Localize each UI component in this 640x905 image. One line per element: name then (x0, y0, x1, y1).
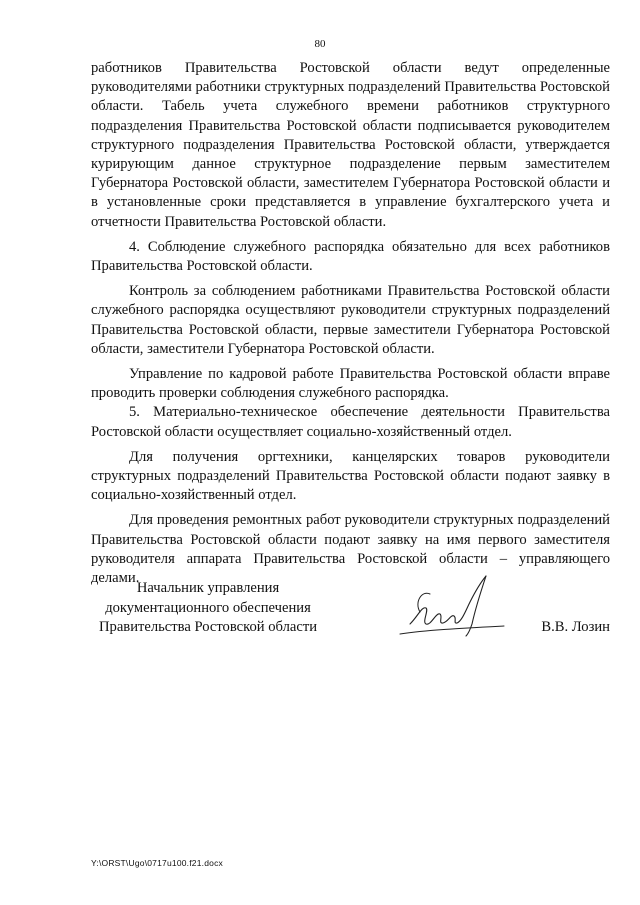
paragraph-section-5: 5. Материально-техническое обеспечение деятельности Правительства Ростовской области осуществляет социально-хозяйственный отдел. (91, 404, 610, 440)
document-body (91, 59, 610, 588)
signatory-name: В.В. Лозин (541, 619, 610, 635)
paragraph-control: Контроль за соблюдением работниками Правительства Ростовской области служебного распорядка осуществляют руководители структурных подразделений Правительства Ростовской области, первые заместители Губернатора Ростовской области, заместители Губернатора Ростовской области. (91, 283, 610, 357)
signatory-title (88, 579, 328, 638)
paragraph-hr-checks: Управление по кадровой работе Правительства Ростовской области вправе проводить проверки соблюдения служебного распорядка. (91, 366, 610, 402)
paragraph-repairs: Для проведения ремонтных работ руководители структурных подразделений Правительства Ростовской области подают заявку на имя первого заместителя руководителя аппарата Правительства Ростовской области – управляющего делами. (91, 512, 610, 587)
signatory-title-line-1: Начальник управления (136, 580, 280, 596)
paragraph-office-equipment: Для получения оргтехники, канцелярских товаров руководители структурных подразделений Правительства Ростовской области подают заявку в социально-хозяйственный отдел. (91, 448, 610, 504)
page-number: 80 (314, 38, 326, 50)
footer-file-path: Y:\ORST\Ugo\0717u100.f21.docx (91, 858, 223, 868)
signatory-title-line-2: документационного обеспечения (105, 599, 311, 616)
paragraph-section-4: 4. Соблюдение служебного распорядка обязательно для всех работников Правительства Ростовской области. (91, 238, 610, 275)
handwritten-signature (396, 572, 508, 638)
paragraph-continuation: работников Правительства Ростовской области ведут определенные руководителями работники структурных подразделений Правительства Ростовской области. Табель учета служебного времени работников структурного подразделения Правительства Ростовской области подписывается руководителем структурного подразделения Правительства Ростовской области, утверждается курирующим данное структурное подразделение первым заместителем Губернатора Ростовской области, заместителем Губернатора Ростовской области и в установленные сроки представляется в управление бухгалтерского учета и отчетности Правительства Ростовской области. (91, 60, 610, 230)
signatory-title-line-3: Правительства Ростовской области (98, 619, 318, 635)
